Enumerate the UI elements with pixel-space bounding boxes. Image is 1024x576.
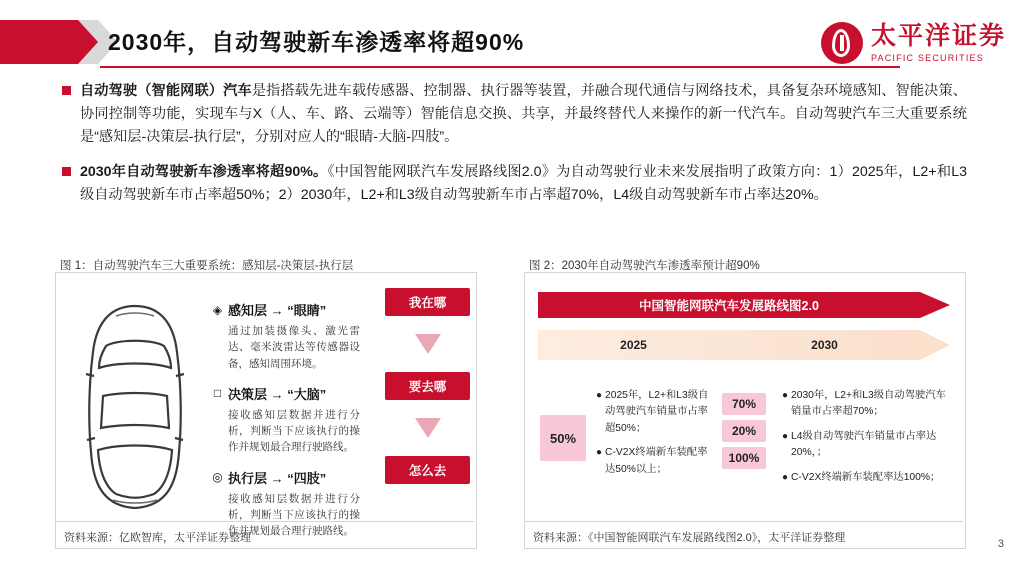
bullet-rest: 是指搭载先进车载传感器、控制器、执行器等装置，并融合现代通信与网络技术，具备复杂环境感知、智能决策、协同控制等功能，实现车与X（人、车、路、云端等）智能信息交换、共享，并最终替代人来操作的新一代汽车。自动驾驶汽车三大重要系统是“感知层-决策层-执行层”，分别对应人的“眼睛-大脑-四肢”。 (80, 83, 967, 145)
note-text: L4级自动驾驶汽车销量市占率达20%，； (791, 430, 937, 459)
notes-2030 (782, 388, 950, 494)
pill-50: 50% (540, 415, 586, 461)
bullet-strong: 自动驾驶（智能网联）汽车 (80, 83, 252, 99)
pill-20: 20% (722, 420, 766, 442)
logo-text-cn: 太平洋证券 (870, 21, 1006, 50)
layer-desc: 通过加装摄像头、激光雷达、毫米波雷达等传感器设备，感知周围环境。 (228, 325, 360, 370)
note-item (596, 388, 714, 437)
layer-head (210, 468, 360, 487)
year-label-2025: 2025 (620, 338, 647, 352)
car-topview-illustration (70, 300, 200, 515)
layer-title: 决策层 → “大脑” (228, 386, 327, 402)
layer-item-execution (210, 468, 360, 540)
left-figure-source: 资料来源：亿欧智库，太平洋证券整理 (64, 532, 251, 544)
bullet-item (62, 161, 967, 207)
layer-item-perception (210, 300, 360, 372)
bullet-rest: 《中国智能网联汽车发展路线图2.0》为自动驾驶行业未来发展指明了政策方向：1）2025年，L2+和L3级自动驾驶新车市占率超50%；2）2030年，L2+和L3级自动驾驶新车市占率超70%，L4级自动驾驶新车市占率达20%。 (80, 164, 967, 203)
bullet-dot-icon: ● (782, 471, 789, 483)
company-logo (821, 22, 1006, 64)
roadmap-banner (538, 292, 950, 318)
bullet-strong: 2030年自动驾驶新车渗透率将超90%。 (80, 164, 328, 180)
left-figure-caption: 图 1：自动驾驶汽车三大重要系统：感知层-决策层-执行层 (60, 260, 354, 272)
layer-list (210, 300, 360, 551)
bullet-square-icon (62, 86, 71, 95)
layer-item-decision (210, 384, 360, 456)
flow-arrow-down-icon (415, 418, 441, 438)
year-band (538, 330, 950, 360)
bullet-dot-icon: ● (782, 390, 789, 401)
roadmap-banner-label: 中国智能网联汽车发展路线图2.0 (538, 292, 920, 318)
note-item (782, 429, 950, 462)
logo-mark-icon (821, 22, 863, 64)
page-title: 2030年，自动驾驶新车渗透率将超90% (108, 29, 525, 55)
pill-70: 70% (722, 393, 766, 415)
flow-arrow-down-icon (415, 334, 441, 354)
bullet-list (62, 80, 967, 219)
note-item (782, 470, 950, 486)
layer-title: 执行层 → “四肢” (228, 470, 327, 486)
bullet-text (80, 161, 967, 207)
flow-diagram (385, 288, 470, 484)
diamond-icon: ◈ (212, 302, 223, 317)
year-label-2030: 2030 (811, 338, 838, 352)
layer-head (210, 384, 360, 403)
bullet-dot-icon: ● (782, 430, 789, 442)
note-text: C-V2X终端新车装配率达100%； (791, 471, 941, 483)
note-item (782, 388, 950, 421)
year-band-body (538, 330, 920, 360)
page-number: 3 (997, 538, 1004, 550)
year-band-arrow-icon (920, 330, 950, 360)
note-item (596, 445, 714, 478)
bullet-square-icon (62, 167, 71, 176)
circle-icon: ◎ (212, 470, 223, 485)
bullet-item (62, 80, 967, 149)
right-figure-caption: 图 2：2030年自动驾驶汽车渗透率预计超90% (529, 260, 760, 272)
note-text: 2025年，L2+和L3级自动驾驶汽车销量市占率超50%； (605, 390, 709, 434)
bullet-dot-icon: ● (596, 447, 603, 459)
notes-2025 (596, 388, 714, 486)
roadmap-banner-arrow-icon (920, 292, 950, 318)
flow-box-how-to-go: 怎么去 (385, 456, 470, 484)
flow-box-where-to-go: 要去哪 (385, 372, 470, 400)
logo-text-en: PACIFIC SECURITIES (870, 52, 984, 63)
bullet-text (80, 80, 967, 149)
right-panel-divider (525, 521, 963, 522)
square-icon: □ (213, 386, 222, 401)
layer-head (210, 300, 360, 319)
header-rule (100, 66, 900, 68)
right-figure-source: 资料来源：《中国智能网联汽车发展路线图2.0》，太平洋证券整理 (533, 532, 846, 544)
note-text: C-V2X终端新车装配率达50%以上； (605, 447, 708, 475)
header-arrow-decoration (0, 20, 120, 64)
header-arrow-red (0, 20, 78, 64)
pill-100: 100% (722, 447, 766, 469)
bullet-dot-icon: ● (596, 390, 603, 401)
layer-title: 感知层 → “眼睛” (228, 303, 327, 318)
layer-desc: 接收感知层数据并进行分析，判断当下应该执行的操作并规划最合理行驶路线。 (228, 408, 360, 454)
note-text: 2030年，L2+和L3级自动驾驶汽车销量市占率超70%； (791, 390, 946, 418)
layer-desc: 接收感知层数据并进行分析，判断当下应该执行的操作并规划最合理行驶路线。 (228, 492, 360, 538)
flow-box-where-am-i: 我在哪 (385, 288, 470, 316)
